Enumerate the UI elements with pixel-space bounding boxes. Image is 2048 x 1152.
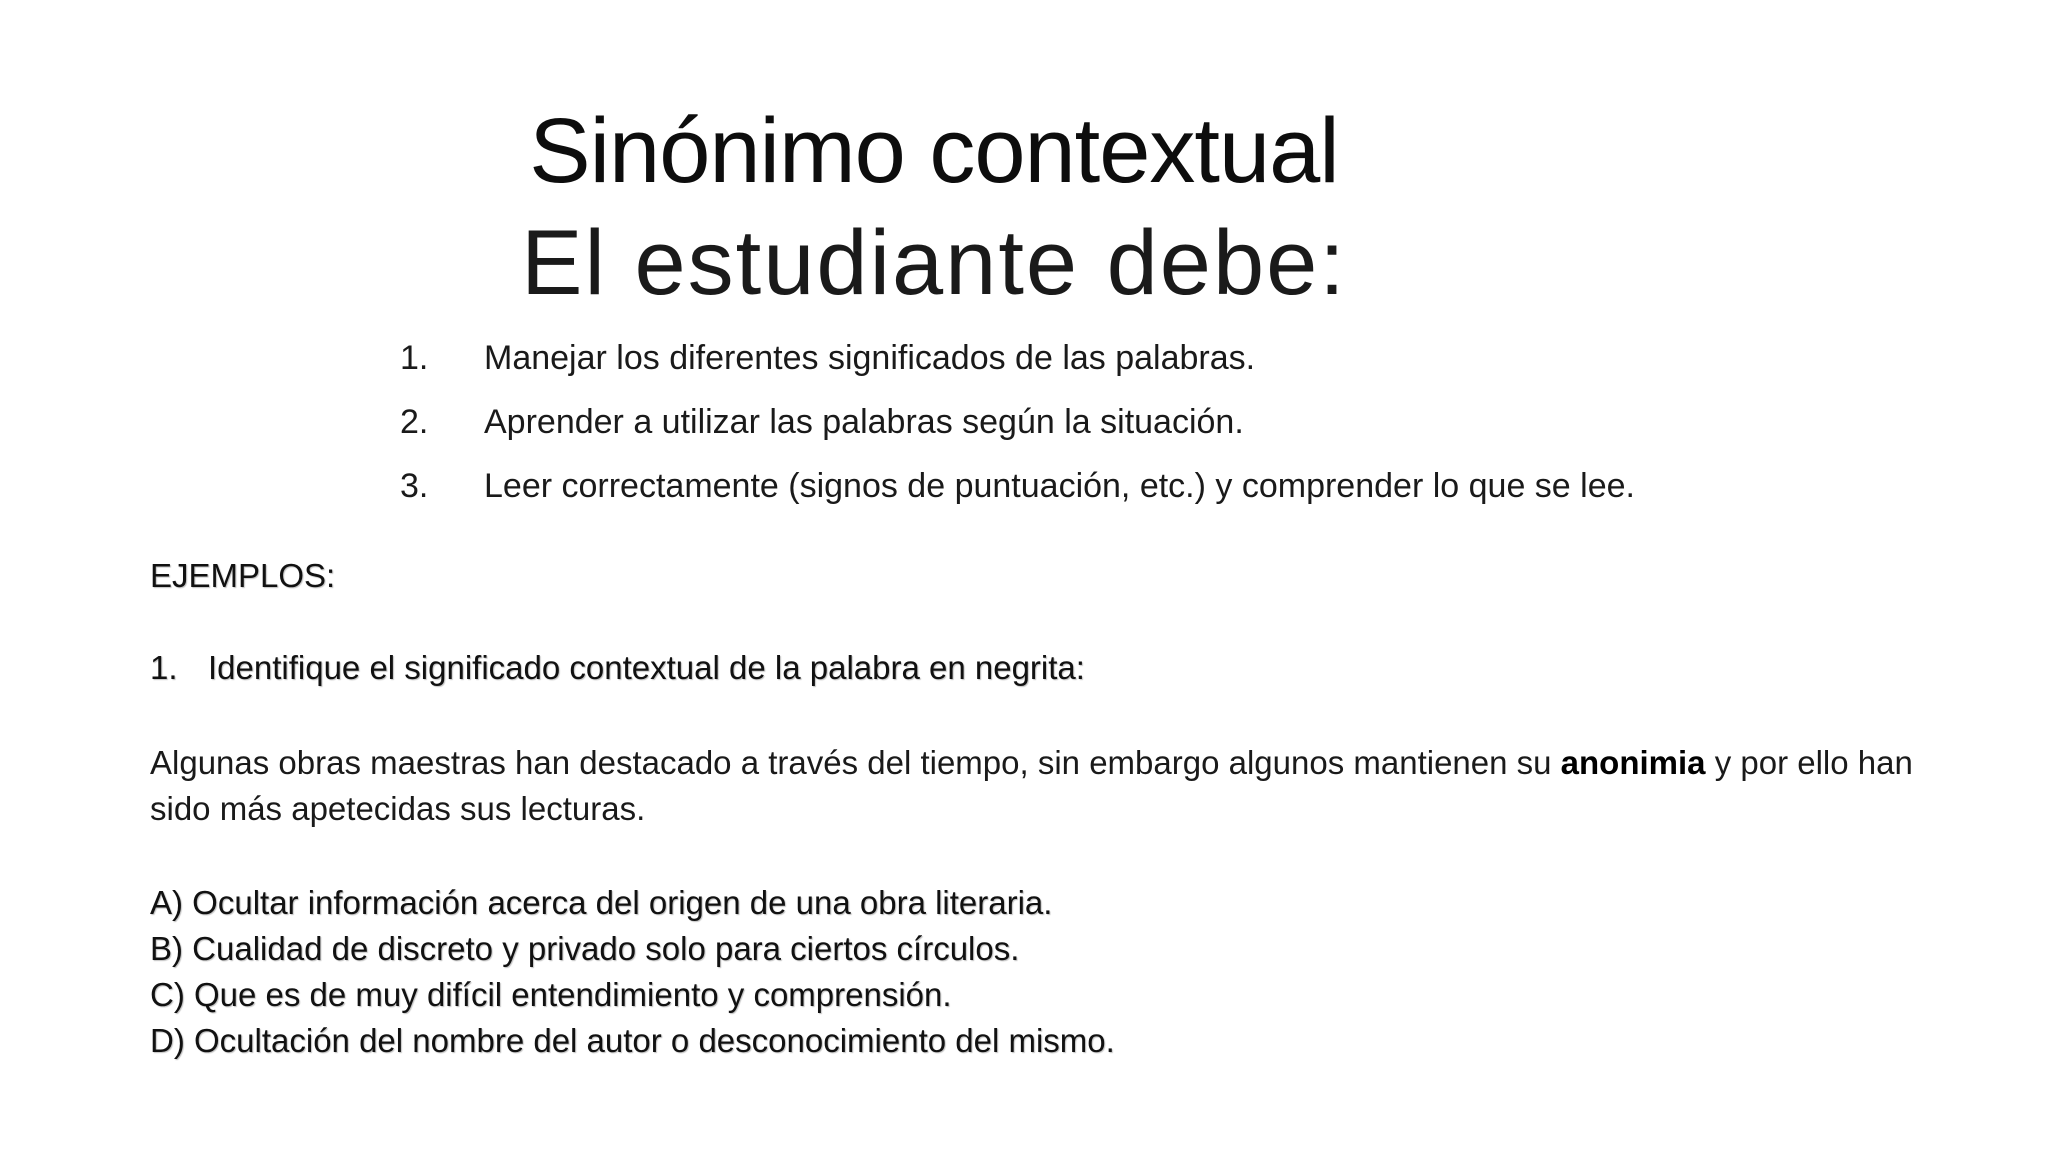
- option-d: D) Ocultación del nombre del autor o desconocimiento del mismo.: [150, 1022, 1115, 1059]
- examples-heading: EJEMPLOS:: [150, 557, 336, 594]
- objectives-list: [400, 338, 1635, 530]
- objective-item: [400, 402, 1635, 442]
- answer-options: [150, 880, 1115, 1064]
- passage-before: Algunas obras maestras han destacado a través del tiempo, sin embargo algunos mantienen su: [150, 744, 1561, 781]
- passage-text: [150, 740, 1980, 832]
- objective-text: Aprender a utilizar las palabras según la situación.: [484, 403, 1244, 441]
- objective-item: [400, 338, 1635, 378]
- objective-number: 2.: [400, 403, 429, 441]
- passage-after: y por ello han sido más apetecidas sus lecturas.: [150, 744, 1913, 827]
- question-text: Identifique el significado contextual de la palabra en negrita:: [208, 649, 1085, 686]
- objective-item: [400, 466, 1635, 506]
- slide-title: Sinónimo contextual: [529, 100, 1339, 202]
- option-c: C) Que es de muy difícil entendimiento y comprensión.: [150, 976, 952, 1013]
- option-b: B) Cualidad de discreto y privado solo para ciertos círculos.: [150, 930, 1020, 967]
- title-block: [0, 95, 1868, 319]
- option-a: A) Ocultar información acerca del origen de una obra literaria.: [150, 884, 1053, 921]
- slide-subtitle: El estudiante debe:: [521, 212, 1347, 314]
- objective-text: Manejar los diferentes significados de las palabras.: [484, 339, 1256, 377]
- passage-bold-word: anonimia: [1560, 744, 1706, 781]
- question-number: 1.: [150, 649, 178, 686]
- objective-text: Leer correctamente (signos de puntuación, etc.) y comprender lo que se lee.: [484, 467, 1635, 505]
- objective-number: 3.: [400, 467, 429, 505]
- objective-number: 1.: [400, 339, 429, 377]
- question: [150, 648, 1085, 688]
